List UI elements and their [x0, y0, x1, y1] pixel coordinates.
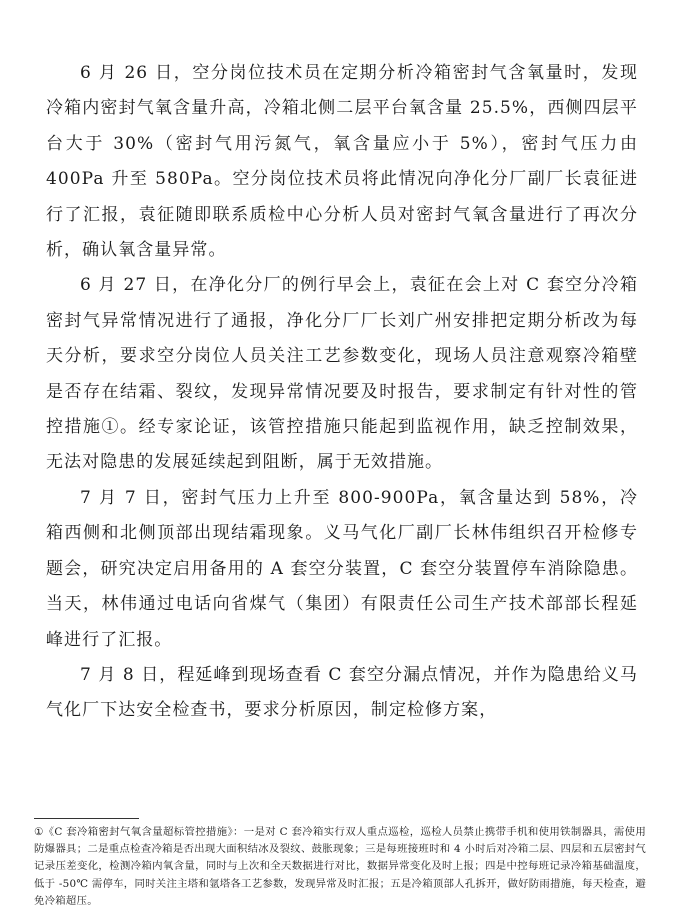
paragraph-june-27: 6 月 27 日，在净化分厂的例行早会上，袁征在会上对 C 套空分冷箱密封气异常情况进行了通报，净化分厂厂长刘广州安排把定期分析改为每天分析，要求空分岗位人员关注工艺参数变化，现场人员注意观察冷箱壁是否存在结霜、裂纹，发现异常情况要及时报告，要求制定有针对性的管控措施①。经专家论证，该管控措施只能起到监视作用，缺乏控制效果，无法对隐患的发展延续起到阻断，属于无效措施。: [46, 275, 638, 473]
paragraph-july-8: 7 月 8 日，程延峰到现场查看 C 套空分漏点情况，并作为隐患给义马气化厂下达安全检查书，要求分析原因，制定检修方案，: [46, 664, 638, 721]
body-text: [46, 56, 638, 729]
paragraph-june-26: 6 月 26 日，空分岗位技术员在定期分析冷箱密封气含氧量时，发现冷箱内密封气氧含量升高，冷箱北侧二层平台氧含量 25.5%，西侧四层平台大于 30%（密封气用污氮气，氧含量应小于 5%），密封气压力由 400Pa 升至 580Pa。空分岗位技术员将此情况向净化分厂副厂长袁征进行了汇报，袁征随即联系质检中心分析人员对密封气氧含量进行了再次分析，确认氧含量异常。: [46, 63, 638, 261]
footnote-separator: [34, 818, 139, 819]
footnote: ①《C 套冷箱密封气氧含量超标管控措施》：一是对 C 套冷箱实行双人重点巡检，巡检人员禁止携带手机和使用铁制器具，需使用防爆器具；二是重点检查冷箱是否出现大面积结冰及裂纹、鼓胀现象；三是每班接班时和 4 小时后对冷箱二层、四层和五层密封气记录压差变化，检测冷箱内氧含量，同时与上次和全天数据进行对比，数据异常变化及时上报；四是中控每班记录冷箱基础温度，低于 -50℃ 需停车，同时关注主塔和氩塔各工艺参数，发现异常及时汇报；五是冷箱顶部人孔拆开，做好防雨措施，每天检查，避免冷箱超压。: [34, 826, 646, 907]
paragraph-july-7: 7 月 7 日，密封气压力上升至 800-900Pa，氧含量达到 58%，冷箱西侧和北侧顶部出现结霜现象。义马气化厂副厂长林伟组织召开检修专题会，研究决定启用备用的 A 套空分装置，C 套空分装置停车消除隐患。当天，林伟通过电话向省煤气（集团）有限责任公司生产技术部部长程延峰进行了汇报。: [46, 487, 638, 650]
